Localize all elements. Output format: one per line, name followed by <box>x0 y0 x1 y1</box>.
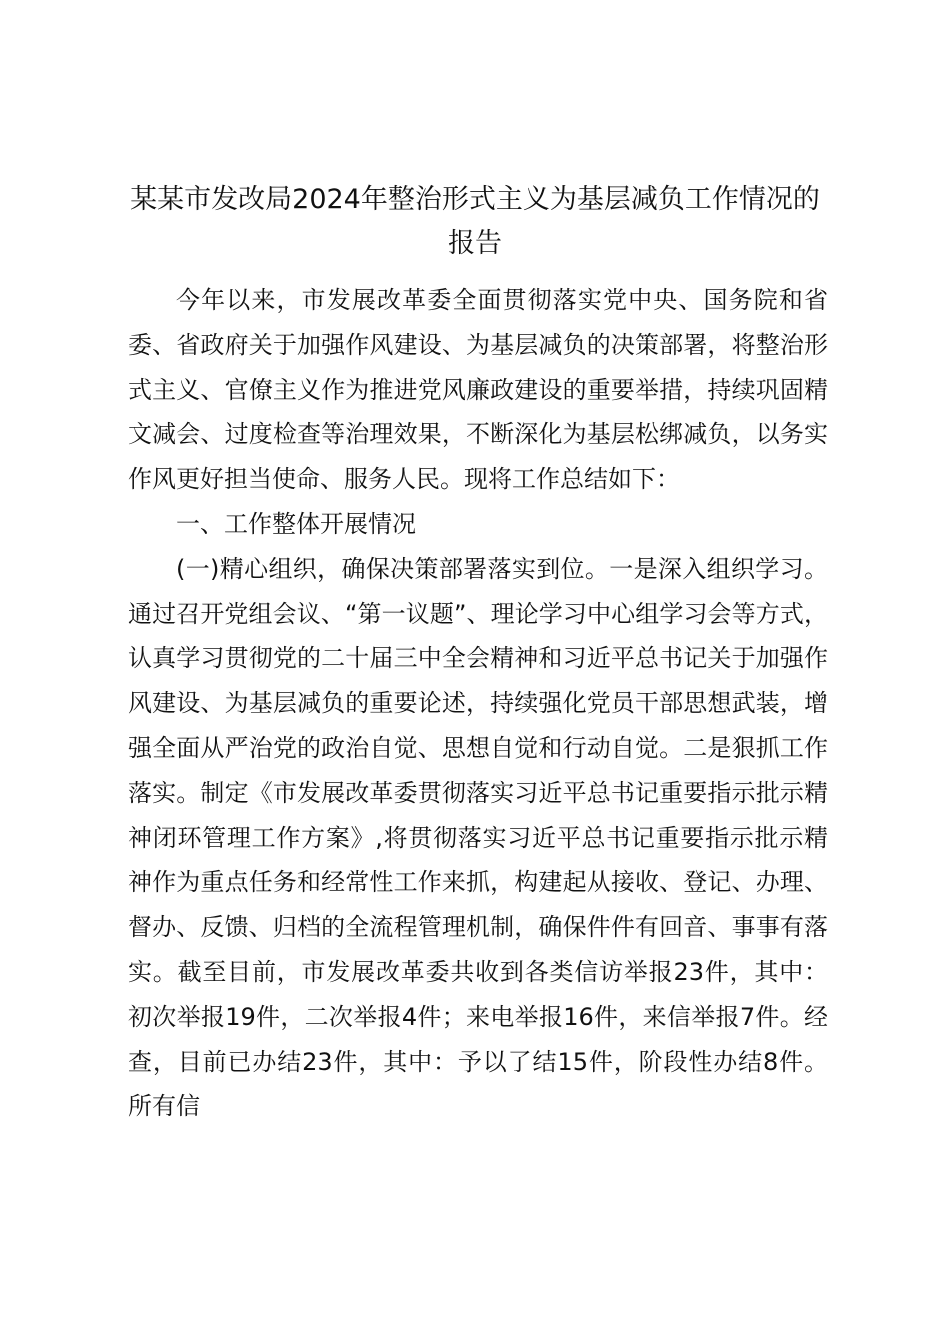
body-paragraph: (一)精心组织，确保决策部署落实到位。一是深入组织学习。通过召开党组会议、“第一议题”、理论学习中心组学习会等方式，认真学习贯彻党的二十届三中全会精神和习近平总书记关于加强作风建设、为基层减负的重要论述，持续强化党员干部思想武装，增强全面从严治党的政治自觉、思想自觉和行动自觉。二是狠抓工作落实。制定《市发展改革委贯彻落实习近平总书记重要指示批示精神闭环管理工作方案》,将贯彻落实习近平总书记重要指示批示精神作为重点任务和经常性工作来抓，构建起从接收、登记、办理、督办、反馈、归档的全流程管理机制，确保件件有回音、事事有落实。截至目前，市发展改革委共收到各类信访举报23件，其中：初次举报19件，二次举报4件；来电举报16件，来信举报7件。经查，目前已办结23件，其中：予以了结15件，阶段性办结8件。所有信 <box>128 554 828 1121</box>
section-heading: 一、工作整体开展情况 <box>176 509 416 538</box>
document-title: 某某市发改局2024年整治形式主义为基层减负工作情况的报告 <box>130 184 820 259</box>
intro-paragraph: 今年以来，市发展改革委全面贯彻落实党中央、国务院和省委、省政府关于加强作风建设、为基层减负的决策部署，将整治形式主义、官僚主义作为推进党风廉政建设的重要举措，持续巩固精文减会、过度检查等治理效果，不断深化为基层松绑减负，以务实作风更好担当使命、服务人民。现将工作总结如下： <box>128 286 828 494</box>
document-body <box>128 278 828 1129</box>
